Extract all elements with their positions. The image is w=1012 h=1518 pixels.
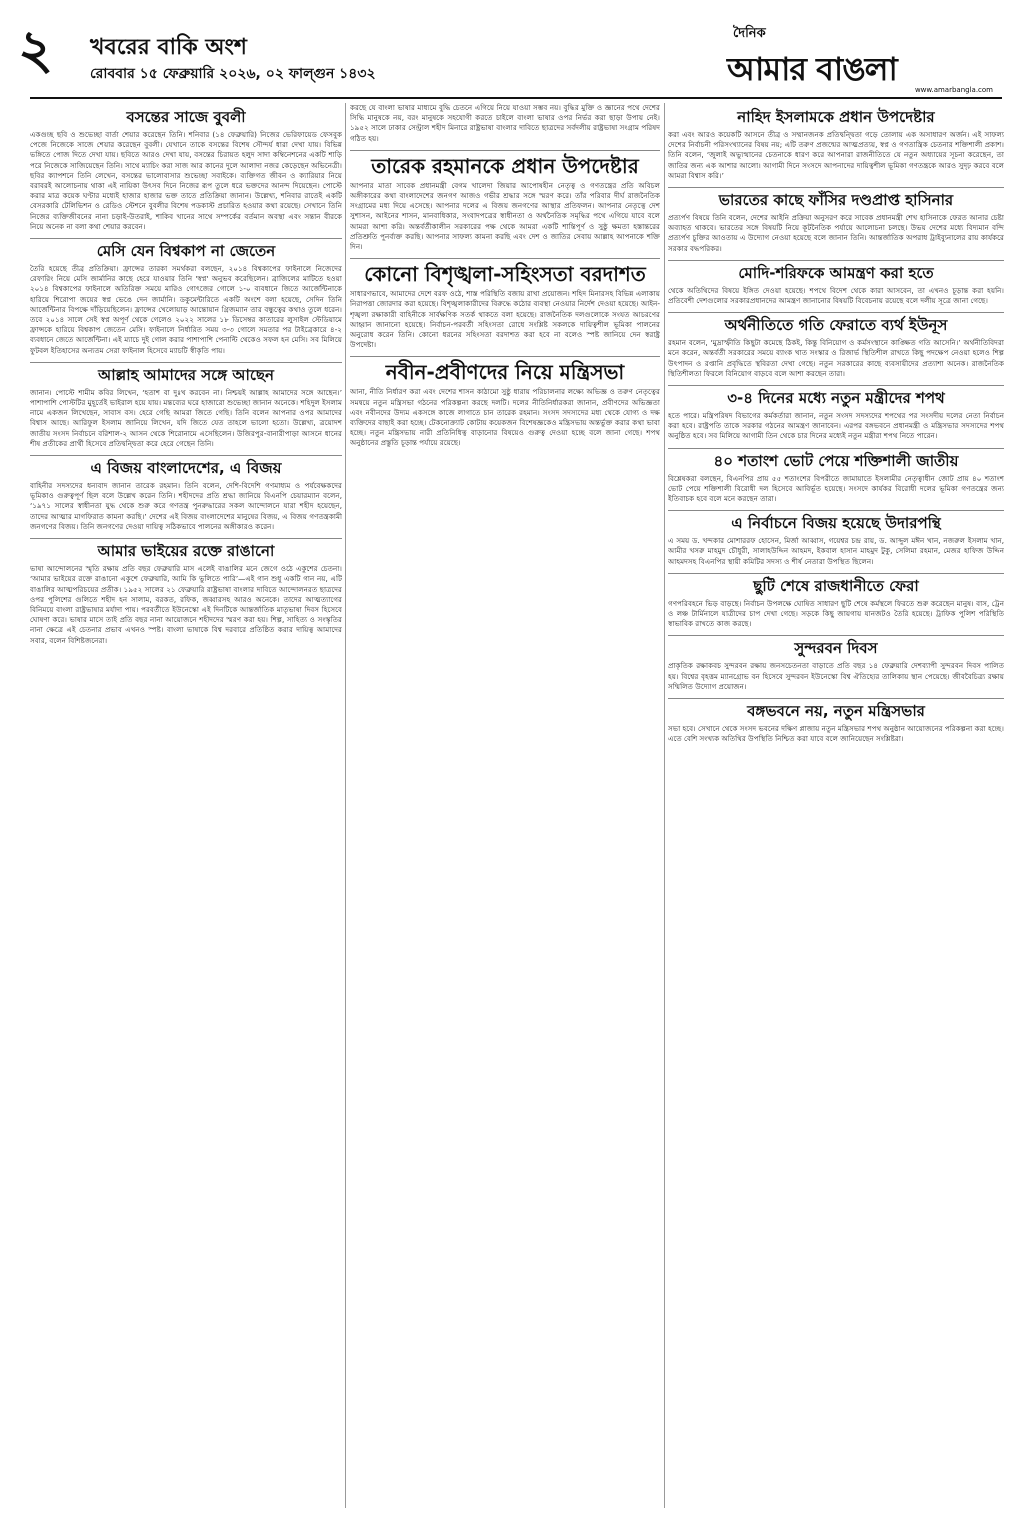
- story-headline: মেসি যেন বিশ্বকাপ না জেতেন: [30, 238, 342, 261]
- story-headline: এ বিজয় বাংলাদেশের, এ বিজয়: [30, 455, 342, 478]
- story-messi: [30, 238, 342, 356]
- story-body: থেকে অতিথিদের বিষয়ে ইঙ্গিত দেওয়া হয়েছে। শপথে বিদেশ থেকে কারা আসবেন, তা এখনও চূড়ান্ত করা হয়নি। প্রতিবেশী দেশগুলোর সরকারপ্রধানদের আমন্ত্রণ জানানোর বিষয়টি বিবেচনায় রয়েছে বলে দলীয় সূত্রে জানা গেছে।: [668, 285, 1004, 306]
- masthead-url: www.amarbangla.com: [914, 86, 993, 94]
- story-body: একগুচ্ছ ছবি ও শুভেচ্ছা বার্তা শেয়ার করেছেন তিনি। শনিবার (১৪ ফেব্রুয়ারি) নিজের ভেরিফায়েড ফেসবুক পেজে নিজেকে সাজে শেয়ার করেছেন বুবলী। যেখানে তাকে বসন্তের বিশেষ সৌন্দর্য ধারা দেখা যায়। বিভিন্ন ভঙ্গিতে পোজ দিতে দেখা যায়। ছবিতে আরও দেখা যায়, বসন্তের চিরায়ত হলুদ সাদা কম্বিনেশনের একটি শাড়ি পরে নিজেকে সাজিয়েছেন তিনি। সাথে ম্যাচিং করা সাজ আর কানের দুলে আলাদা নজর কেড়েছেন অভিনেত্রী। ছবির ক্যাপশনে তিনি লেখেন, বসন্তের ভালোবাসার শুভেচ্ছা সবাইকে। ব্যক্তিগত জীবন ও ক্যারিয়ার নিয়ে বরাবরই আলোচনায় থাকা এই নায়িকা উৎসব দিনে নিজের রূপ তুলে ধরে ভক্তদের আনন্দ দিয়েছেন। পোস্টে করার মাত্র কয়েক ঘণ্টার মধ্যেই হাজার হাজার ভক্ত তাতে প্রতিক্রিয়া জানান। উল্লেখ্য, শনিবার রাতেই একটি বেসরকারি টেলিভিশন ও রেডিও স্টেশনে বুবলীর বিশেষ পডকাস্ট প্রচারিত হওয়ার কথা রয়েছে। সেখানে তিনি নিজের ব্যক্তিজীবনের নানা চড়াই-উতরাই, শাকিব খানের সাথে সম্পর্কের বর্তমান অবস্থা এবং সন্তান বীরকে নিয়ে অনেক না বলা কথা শেয়ার করবেন।: [30, 130, 342, 231]
- story-body: রহমান বলেন, ‘মুদ্রাস্ফীতি কিছুটা কমেছে ঠিকই, কিন্তু বিনিয়োগ ও কর্মসংস্থানে কাঙ্ক্ষিত গতি আসেনি।’ অর্থনীতিবিদরা মনে করেন, অন্তর্বর্তী সরকারের সময়ে ব্যাংক খাত সংস্কার ও রিজার্ভ স্থিতিশীল রাখতে কিছু পদক্ষেপ নেওয়া হলেও শিল্প উৎপাদন ও রপ্তানি প্রবৃদ্ধিতে স্থবিরতা দেখা গেছে। নতুন সরকারের কাছে ব্যবসায়ীদের প্রত্যাশা অনেক। রাজনৈতিক স্থিতিশীলতা ফিরলে বিনিয়োগ বাড়বে বলে আশা করছেন তারা।: [668, 338, 1004, 378]
- story-body: প্রত্যর্পণ বিষয়ে তিনি বলেন, দেশের আইনি প্রক্রিয়া অনুসরণ করে সাবেক প্রধানমন্ত্রী শেখ হাসিনাকে ফেরত আনার চেষ্টা অব্যাহত থাকবে। ভারতের সঙ্গে বিষয়টি নিয়ে কূটনৈতিক পর্যায়ে আলোচনা চলছে। উভয় দেশের মধ্যে বিদ্যমান বন্দি প্রত্যর্পণ চুক্তির আওতায় এ উদ্যোগ নেওয়া হয়েছে বলে জানান তিনি। আন্তর্জাতিক অপরাধ ট্রাইব্যুনালের রায় কার্যকরে সরকার বদ্ধপরিকর।: [668, 213, 1004, 253]
- story-headline: ৩-৪ দিনের মধ্যে নতুন মন্ত্রীদের শপথ: [668, 385, 1004, 408]
- column-1: [30, 103, 342, 1508]
- column-3: [668, 103, 1004, 1508]
- story-victory: [30, 455, 342, 532]
- story-headline: নাহিদ ইসলামকে প্রধান উপদেষ্টার: [737, 108, 935, 126]
- story-body: জানান। পোস্টে শামীম কবির লিখেন, ‘হতাশ বা দুঃখ করবেন না। নিশ্চয়ই আল্লাহ আমাদের সঙ্গে আছেন।’ পাশাপাশি পোস্টটির মুহূর্তেই ভাইরাল হয়ে যায়। মন্তব্যের ঘরে হাজারো শুভেচ্ছা জানান অনেকে। শহিদুল ইসলাম নামে একজন লিখেছেন, সাবাস বস। হেরে গেছি আমরা জিতে গেছি। তিনি বলেন আপনার ওপর আমাদের বিশ্বাস আছে। আরিফুল ইসলাম জানিয়ে লিখেন, যদি জিতে যেত তাহলে ভালো হতো। উল্লেখ্য, ত্রয়োদশ জাতীয় সংসদ নির্বাচনে বরিশাল-২ আসন থেকে শিরোনামে এসেছিলেন। উজিরপুর-বানারীপাড়া আসনে ধানের শীষ প্রতীকের প্রার্থী হিসেবে প্রতিদ্বন্দ্বিতা করে হেরে গেছেন তিনি।: [30, 387, 342, 448]
- story-body: এ সময় ড. খন্দকার মোশাররফ হোসেন, মির্জা আব্বাস, গয়েশ্বর চন্দ্র রায়, ড. আব্দুল মঈন খান, নজরুল ইসলাম খান, আমীর খসরু মাহমুদ চৌধুরী, সালাহউদ্দিন আহমদ, ইকবাল হাসান মাহমুদ টুকু, সেলিমা রহমান, মেজর হাফিজ উদ্দিন আহমদসহ বিএনপির স্থায়ী কমিটির সদস্য ও শীর্ষ নেতারা উপস্থিত ছিলেন।: [668, 536, 1004, 566]
- story-headline: সুন্দরবন দিবস: [668, 635, 1004, 658]
- story-bangabhaban: [668, 698, 1004, 744]
- story-body: হতে পারে। মন্ত্রিপরিষদ বিভাগের কর্মকর্তারা জানান, নতুন সংসদ সদস্যদের শপথের পর সংসদীয় দলের নেতা নির্বাচন করা হবে। রাষ্ট্রপতি তাকে সরকার গঠনের আমন্ত্রণ জানাবেন। এরপর বঙ্গভবনে প্রধানমন্ত্রী ও মন্ত্রিসভার সদস্যদের শপথ অনুষ্ঠিত হবে। সব মিলিয়ে আগামী তিন থেকে চার দিনের মধ্যেই নতুন মন্ত্রীরা শপথ নিতে পারেন।: [668, 411, 1004, 441]
- story-headline: কোনো বিশৃঙ্খলা-সহিংসতা বরদাশত: [350, 258, 660, 286]
- story-body: করছে যে বাংলা ভাষার মাধ্যমে বুদ্ধি চেতনে এগিয়ে নিয়ে যাওয়া সম্ভব নয়। বুদ্ধির মুক্তি ও জ্ঞানের পথে দেশের সিদ্ধি মানুষকে নয়, বরং মানুষকে সহযোগী করতে চাইলে বাংলা ভাষার ওপর নির্ভর করা ছাড়া উপায় নেই। ১৯৫২ সালে ঢাকার সেন্ট্রাল শহীদ মিনারে রাষ্ট্রভাষা বাংলার দাবিতে ছাত্রদের সর্বদলীয় রাষ্ট্রভাষা সংগ্রাম পরিষদ গঠিত হয়।: [350, 103, 660, 143]
- story-headline: আল্লাহ আমাদের সঙ্গে আছেন: [30, 362, 342, 385]
- story-ekushe: [30, 538, 342, 646]
- story-body: আনা, নীতি নির্ধারণ করা এবং দেশের শাসন কাঠামো সুষ্ঠু ধারায় পরিচালনার লক্ষ্যে অভিজ্ঞ ও তরুণ নেতৃত্বের সমন্বয়ে নতুন মন্ত্রিসভা গঠনের পরিকল্পনা করছে দলটি। দলের নীতিনির্ধারকরা জানান, প্রবীণদের অভিজ্ঞতা এবং নবীনদের উদ্যম একসঙ্গে কাজে লাগাতে চান তারেক রহমান। সংসদ সদস্যদের মধ্য থেকে যোগ্য ও দক্ষ ব্যক্তিদের বাছাই করা হচ্ছে। টেকনোক্র্যাট কোটায় কয়েকজন বিশেষজ্ঞকেও মন্ত্রিসভায় অন্তর্ভুক্ত করার কথা ভাবা হচ্ছে। নতুন মন্ত্রিসভায় নারী প্রতিনিধিত্ব বাড়ানোর বিষয়েও গুরুত্ব দেওয়া হচ্ছে বলে জানা গেছে। শপথ অনুষ্ঠানের প্রস্তুতি চূড়ান্ত পর্যায়ে রয়েছে।: [350, 387, 660, 448]
- page-number: ২: [18, 17, 54, 81]
- story-body: সভা হবে। সেখানে থেকে সংসদ ভবনের দক্ষিণ প্লাজায় নতুন মন্ত্রিসভার শপথ অনুষ্ঠান আয়োজনের পরিকল্পনা করা হচ্ছে। এতে বেশি সংখ্যক অতিথির উপস্থিতি নিশ্চিত করা যাবে বলে জানিয়েছেন সংশ্লিষ্টরা।: [668, 724, 1004, 744]
- story-body: বাহিনীর সদস্যদের ধন্যবাদ জানান তারেক রহমান। তিনি বলেন, দেশি-বিদেশি গণমাধ্যম ও পর্যবেক্ষকদের ভূমিকাও গুরুত্বপূর্ণ ছিল বলে উল্লেখ করেন তিনি। শহীদদের প্রতি শ্রদ্ধা জানিয়ে বিএনপি চেয়ারম্যান বলেন, ‘১৯৭১ সালের স্বাধীনতা যুদ্ধ থেকে শুরু করে গণতন্ত্র পুনরুদ্ধারের সকল আন্দোলনে যারা শহীদ হয়েছেন, তাদের আত্মার মাগফিরাত কামনা করছি।’ দেশের এই বিজয় বাংলাদেশের মানুষের বিজয়, এ বিজয় গণতন্ত্রকামী জনগণের বিজয়। তিনি জনগণের দেওয়া দায়িত্ব সঠিকভাবে পালনের অঙ্গীকারও করেন।: [30, 481, 342, 531]
- story-body: গণপরিবহনে ভিড় বাড়ছে। নির্বাচন উপলক্ষে ঘোষিত সাধারণ ছুটি শেষে কর্মস্থলে ফিরতে শুরু করেছেন মানুষ। বাস, ট্রেন ও লঞ্চ টার্মিনালে যাত্রীদের চাপ দেখা গেছে। সড়কে কিছু জায়গায় যানজটও তৈরি হয়েছে। ট্রাফিক পুলিশ পরিস্থিতি স্বাভাবিক রাখতে কাজ করছে।: [668, 598, 1004, 629]
- section-title: খবরের বাকি অংশ: [90, 35, 247, 60]
- story-body: প্রাকৃতিক রক্ষাকবচ সুন্দরবন রক্ষায় জনসচেতনতা বাড়াতে প্রতি বছর ১৪ ফেব্রুয়ারি দেশব্যাপী সুন্দরবন দিবস পালিত হয়। বিশ্বের বৃহত্তম ম্যানগ্রোভ বন হিসেবে সুন্দরবন ইউনেস্কো বিশ্ব ঐতিহ্যের তালিকায় স্থান পেয়েছে। জীববৈচিত্র্য রক্ষায় সম্মিলিত উদ্যোগ প্রয়োজন।: [668, 661, 1004, 691]
- story-modi-sharif: [668, 260, 1004, 306]
- story-headline: মোদি-শরিফকে আমন্ত্রণ করা হতে: [668, 260, 1004, 283]
- column-divider: [345, 103, 346, 1508]
- story-continued: [350, 103, 660, 144]
- story-headline: বঙ্গভবনে নয়, নতুন মন্ত্রিসভার: [668, 698, 1004, 721]
- header-rule: [30, 97, 1002, 99]
- story-return-capital: [668, 573, 1004, 630]
- masthead-name: আমার বাঙলা: [727, 50, 897, 88]
- story-headline: তারেক রহমানকে প্রধান উপদেষ্টার: [350, 150, 660, 178]
- story-tarek-adviser: [350, 150, 660, 252]
- story-liberal-victory: [668, 510, 1004, 567]
- story-headline: ভারতের কাছে ফাঁসির দণ্ডপ্রাপ্ত হাসিনার: [668, 187, 1004, 210]
- story-headline: এ নির্বাচনে বিজয় হয়েছে উদারপন্থি: [668, 510, 1004, 533]
- story-headline: নবীন-প্রবীণদের নিয়ে মন্ত্রিসভা: [350, 356, 660, 384]
- story-body: বিশ্লেষকরা বলছেন, বিএনপির প্রায় ৫৫ শতাংশের বিপরীতে জামায়াতে ইসলামীর নেতৃত্বাধীন জোট প্রায় ৪০ শতাংশ ভোট পেয়ে শক্তিশালী বিরোধী দল হিসেবে আবির্ভূত হয়েছে। সংসদে কার্যকর বিরোধী দলের ভূমিকা গণতন্ত্রের জন্য ইতিবাচক হবে বলে মনে করছেন তারা।: [668, 473, 1004, 504]
- story-bubly: [30, 105, 342, 232]
- story-headline: ছুটি শেষে রাজধানীতে ফেরা: [668, 573, 1004, 596]
- story-headline: অর্থনীতিতে গতি ফেরাতে ব্যর্থ ইউনূস: [668, 312, 1004, 335]
- story-allah: [30, 362, 342, 449]
- story-economy: [668, 312, 1004, 379]
- story-body: আপনার মাতা সাবেক প্রধানমন্ত্রী বেগম খালেদা জিয়ার আপোষহীন নেতৃত্ব ও গণতন্ত্রের প্রতি অবিচল অঙ্গীকারের কথা বাংলাদেশের জনগণ আজও গভীর শ্রদ্ধার সঙ্গে স্মরণ করে। তাঁর পরিবার দীর্ঘ রাজনৈতিক সংগ্রামের মধ্য দিয়ে এসেছে। আপনার দলের এ বিজয় জনগণের আস্থার প্রতিফলন। আপনার নেতৃত্বে দেশ সুশাসন, আইনের শাসন, মানবাধিকার, সংবাদপত্রের স্বাধীনতা ও অর্থনৈতিক সমৃদ্ধির পথে এগিয়ে যাবে বলে আমরা আশা করি। অন্তর্বর্তীকালীন সরকারের পক্ষ থেকে আমরা একটি শান্তিপূর্ণ ও সুষ্ঠু ক্ষমতা হস্তান্তরের প্রতিশ্রুতি পুনর্ব্যক্ত করছি। আপনার সাফল্য কামনা করছি এবং দেশ ও জাতির সেবায় আল্লাহ আপনাকে শক্তি দিন।: [350, 180, 660, 252]
- story-nahid: [668, 105, 1004, 181]
- story-body: করা এবং আরও কয়েকটি আসনে তীব্র ও সম্মানজনক প্রতিদ্বন্দ্বিতা গড়ে তোলায় এক অসাধারণ অর্জন। এই সাফল্য দেশের নির্বাচনী পরিসংখ্যানের বিষয় নয়; এটি তরুণ প্রজন্মের আত্মপ্রত্যয়, স্বপ্ন ও গণতান্ত্রিক চেতনার শক্তিশালী প্রকাশ। তিনি বলেন, ‘জুলাই অভ্যুত্থানের চেতনাকে ধারণ করে আপনারা রাজনীতিতে যে নতুন অধ্যায়ের সূচনা করেছেন, তা জাতির জন্য এক আশার আলো। আগামী দিনে সংসদে আপনাদের দায়িত্বশীল ভূমিকা গণতন্ত্রকে আরও সুদৃঢ় করবে বলে আমরা বিশ্বাস করি।’: [668, 130, 1004, 180]
- story-sundarbans: [668, 635, 1004, 692]
- column-2: [350, 103, 660, 1508]
- story-hasina: [668, 187, 1004, 254]
- story-no-violence: [350, 258, 660, 350]
- page-header: [0, 0, 1012, 100]
- story-body: তৈরি হয়েছে তীব্র প্রতিক্রিয়া। ফ্রান্সের তারকা সমর্থকরা বলছেন, ২০১৪ বিশ্বকাপের ফাইনালে নিজেদের রেফারিং নিয়ে মেসি জার্মানির কাছে হেরে যাওয়ার তিনি 'স্বপ্ন' অনুভব করেছিলেন। ব্রাজিলের মাটিতে হওয়া ২০১৪ বিশ্বকাপের ফাইনালে অতিরিক্ত সময়ে মারিও গোৎজের গোলে ১-০ ব্যবধানে জিতে আর্জেন্টিনাকে হারিয়ে শিরোপা জয়ের স্বপ্ন ভেঙে দেন জার্মানি। ডকুমেন্টারিতে একটি অংশে বলা হয়েছে, সেদিন তিনি আর্জেন্টিনার বিপক্ষে দাঁড়িয়েছিলেন। ফ্রান্সের খেলোয়াড় আন্তোয়ান গ্রিজম্যান তার বন্ধুত্বের কথাও তুলে ধরেন। তবে ২০১৪ সালে সেই স্বপ্ন অপূর্ণ থেকে গেলেও ২০২২ সালের ১৮ ডিসেম্বর কাতারের লুসাইল স্টেডিয়ামে ফ্রান্সকে হারিয়ে বিশ্বকাপ জেতেন মেসি। ফাইনালে নির্ধারিত সময় ৩-৩ গোলে সমতার পর টাইব্রেকারে ৪-২ ব্যবধানে জেতে আর্জেন্টিনা। এই ম্যাচে দুই গোল করার পাশাপাশি পেনাল্টি থেকেও সফল হন মেসি। সব মিলিয়ে ফুটবল ইতিহাসের অন্যতম সেরা ফাইনাল হিসেবে ম্যাচটি স্বীকৃতি পায়।: [30, 264, 342, 355]
- masthead-daily: দৈনিক: [733, 26, 766, 41]
- issue-date: রোববার ১৫ ফেব্রুয়ারি ২০২৬, ০২ ফাল্গুন ১৪৩২: [90, 66, 376, 82]
- column-divider: [664, 103, 665, 1508]
- masthead-logo: [703, 10, 1003, 94]
- story-headline: ৪০ শতাংশ ভোট পেয়ে শক্তিশালী জাতীয়: [668, 448, 1004, 471]
- story-cabinet: [350, 356, 660, 448]
- story-body: সাধারণভাবে, আমাদের দেশে বরফ ওঠে, শাস্ত পরিস্থিতি বজায় রাখা প্রয়োজন। শহিদ মিনারসহ বিভিন্ন এলাকায় নিরাপত্তা জোরদার করা হয়েছে। বিশৃঙ্খলাকারীদের বিরুদ্ধে কঠোর ব্যবস্থা নেওয়ার নির্দেশ দেওয়া হয়েছে। আইন-শৃঙ্খলা রক্ষাকারী বাহিনীকে সার্বক্ষণিক সতর্ক থাকতে বলা হয়েছে। রাজনৈতিক দলগুলোকে সংযত আচরণের আহ্বান জানানো হয়েছে। নির্বাচন-পরবর্তী সহিংসতা রোধে সংশ্লিষ্ট সকলকে দায়িত্বশীল ভূমিকা পালনের অনুরোধ করেন তিনি। কোনো ধরনের সহিংসতা বরদাশত করা হবে না বলেও স্পষ্ট জানিয়ে দেন স্বরাষ্ট্র উপদেষ্টা।: [350, 289, 660, 350]
- story-40-percent: [668, 448, 1004, 505]
- story-headline: আমার ভাইয়ের রক্তে রাঙানো: [30, 538, 342, 561]
- story-body: ভাষা আন্দোলনের স্মৃতি রক্ষায় প্রতি বছর ফেব্রুয়ারি মাস এলেই বাঙালির মনে জেগে ওঠে একুশের চেতনা। ‘আমার ভাইয়ের রক্তে রাঙানো একুশে ফেব্রুয়ারি, আমি কি ভুলিতে পারি’—এই গান শুধু একটি গান নয়, এটি বাঙালির আত্মপরিচয়ের প্রতীক। ১৯৫২ সালের ২১ ফেব্রুয়ারি রাষ্ট্রভাষা বাংলার দাবিতে আন্দোলনরত ছাত্রদের ওপর পুলিশের গুলিতে শহীদ হন সালাম, বরকত, রফিক, জব্বারসহ আরও অনেকে। তাদের আত্মত্যাগের বিনিময়ে বাংলা রাষ্ট্রভাষার মর্যাদা পায়। পরবর্তীতে ইউনেস্কো এই দিনটিকে আন্তর্জাতিক মাতৃভাষা দিবস হিসেবে ঘোষণা করে। ভাষার মাসে তাই প্রতি বছর নানা আয়োজনে শহীদদের স্মরণ করা হয়। শিল্প, সাহিত্য ও সংস্কৃতির নানা ক্ষেত্রে এই চেতনার প্রভাব এখনও স্পষ্ট। বাংলা ভাষাকে বিশ্ব দরবারে প্রতিষ্ঠিত করার দায়িত্ব আমাদের সবার, বলেন বিশিষ্টজনেরা।: [30, 564, 342, 645]
- story-oath: [668, 385, 1004, 442]
- story-headline: বসন্তের সাজে বুবলী: [126, 108, 246, 126]
